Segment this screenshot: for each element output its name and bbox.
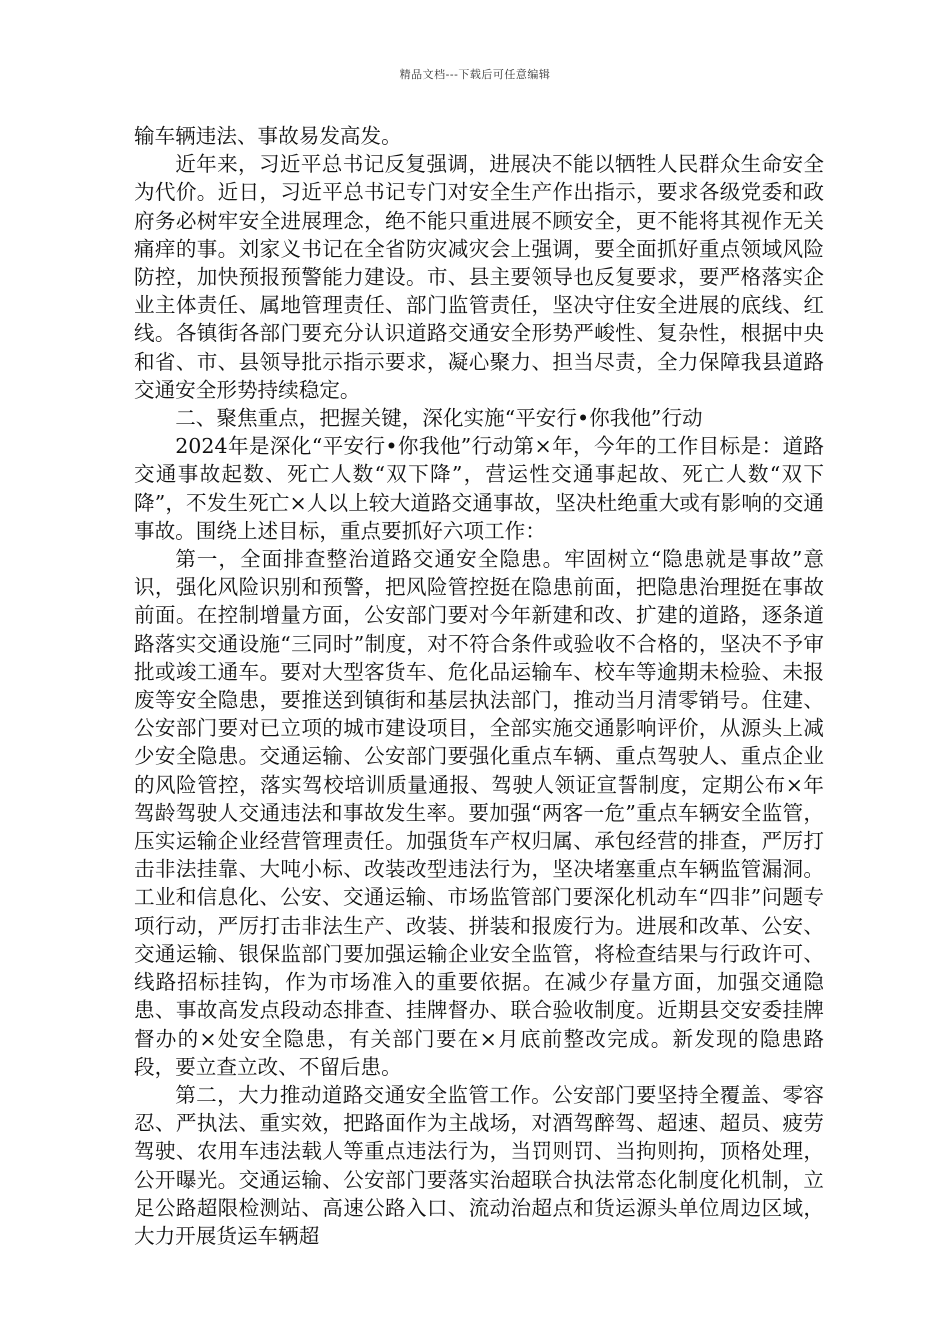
paragraph-continuation: 输车辆违法、事故易发高发。 [134, 124, 402, 148]
page-header: 精品文档---下载后可任意编辑 [399, 68, 551, 81]
paragraph-intro: 近年来，习近平总书记反复强调，进展决不能以牺牲人民群众生命安全为代价。近日，习近平总书记专门对安全生产作出指示，要求各级党委和政府务必树牢安全进展理念，绝不能只重进展不顾安全，更不能将其视作无关痛痒的事。刘家义书记在全省防灾减灾会上强调，要全面抓好重点领域风险防控，加快预报预警能力建设。市、县主要领导也反复要求，要严格落实企业主体责任、属地管理责任、部门监管责任，坚决守住安全进展的底线、红线。各镇街各部门要充分认识道路交通安全形势严峻性、复杂性，根据中央和省、市、县领导批示指示要求，凝心聚力、担当尽责，全力保障我县道路交通安全形势持续稳定。 [134, 152, 824, 402]
paragraph-goals: 2024年是深化“平安行•你我他”行动第×年，今年的工作目标是：道路交通事故起数、死亡人数“双下降”，营运性交通事起故、死亡人数“双下降”，不发生死亡×人以上较大道路交通事故，坚决杜绝重大或有影响的交通事故。围绕上述目标，重点要抓好六项工作： [134, 434, 824, 543]
paragraph-task-one: 第一，全面排查整治道路交通安全隐患。牢固树立“隐患就是事故”意识，强化风险识别和预警，把风险管控挺在隐患前面，把隐患治理挺在事故前面。在控制增量方面，公安部门要对今年新建和改、扩建的道路，逐条道路落实交通设施“三同时”制度，对不符合条件或验收不合格的，坚决不予审批或竣工通车。要对大型客货车、危化品运输车、校车等逾期未检验、未报废等安全隐患，要推送到镇街和基层执法部门，推动当月清零销号。住建、公安部门要对已立项的城市建设项目，全部实施交通影响评价，从源头上减少安全隐患。交通运输、公安部门要强化重点车辆、重点驾驶人、重点企业的风险管控，落实驾校培训质量通报、驾驶人领证宣誓制度，定期公布×年驾龄驾驶人交通违法和事故发生率。要加强“两客一危”重点车辆安全监管，压实运输企业经营管理责任。加强货车产权归属、承包经营的排查，严厉打击非法挂靠、大吨小标、改装改型违法行为，坚决堵塞重点车辆监管漏洞。工业和信息化、公安、交通运输、市场监管部门要深化机动车“四非”问题专项行动，严厉打击非法生产、改装、拼装和报废行为。进展和改革、公安、交通运输、银保监部门要加强运输企业安全监管，将检查结果与行政许可、线路招标挂钩，作为市场准入的重要依据。在减少存量方面，加强交通隐患、事故高发点段动态排查、挂牌督办、联合验收制度。近期县交安委挂牌督办的×处安全隐患，有关部门要在×月底前整改完成。新发现的隐患路段，要立查立改、不留后患。 [134, 547, 824, 1079]
document-body [134, 122, 824, 1250]
paragraph-task-two: 第二，大力推动道路交通安全监管工作。公安部门要坚持全覆盖、零容忍、严执法、重实效，把路面作为主战场，对酒驾醉驾、超速、超员、疲劳驾驶、农用车违法载人等重点违法行为，当罚则罚、当拘则拘，顶格处理，公开曝光。交通运输、公安部门要落实治超联合执法常态化制度化机制，立足公路超限检测站、高速公路入口、流动治超点和货运源头单位周边区域，大力开展货运车辆超 [134, 1082, 824, 1248]
section-heading: 二、聚焦重点，把握关键，深化实施“平安行•你我他”行动 [175, 406, 703, 431]
